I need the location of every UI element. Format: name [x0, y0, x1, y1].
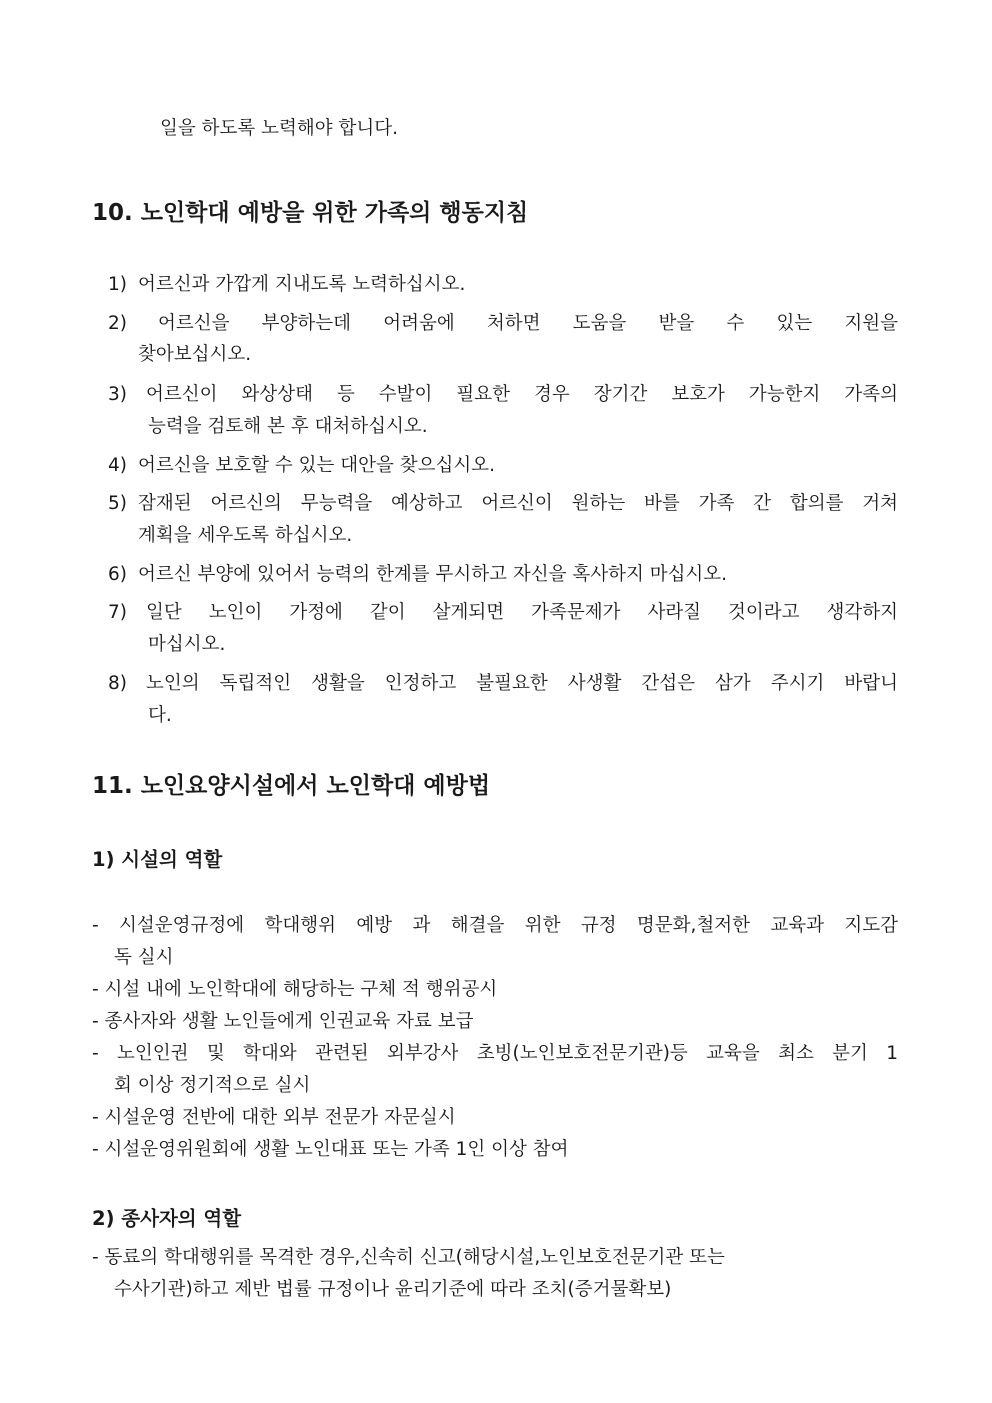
list-item-text: 어르신이 와상상태 등 수발이 필요한 경우 장기간 보호가 가능한지 가족의: [146, 384, 898, 405]
list-item-num: 7): [108, 602, 127, 623]
bullet-item: - 시설운영위원회에 생활 노인대표 또는 가족 1인 이상 참여: [92, 1139, 569, 1160]
list-item-num: 2): [108, 313, 127, 334]
list-item-text-cont: 찾아보십시오.: [138, 344, 252, 365]
bullet-item-cont: 독 실시: [114, 947, 174, 968]
list-item-text-cont: 능력을 검토해 본 후 대처하십시오.: [148, 416, 428, 437]
bullet-item: - 노인인권 및 학대와 관련된 외부강사 초빙(노인보호전문기관)등 교육을 최소 분기 1: [92, 1043, 898, 1064]
list-item-num: 6): [108, 564, 127, 585]
bullet-item: - 종사자와 생활 노인들에게 인권교육 자료 보급: [92, 1011, 474, 1032]
subsection-title: 1) 시설의 역할: [92, 848, 223, 871]
list-item-text: 어르신과 가깝게 지내도록 노력하십시오.: [138, 274, 466, 295]
list-item-text-cont: 다.: [148, 705, 172, 726]
list-item-num: 8): [108, 673, 127, 694]
list-item-text-cont: 마십시오.: [148, 634, 226, 655]
list-item-text: 노인의 독립적인 생활을 인정하고 불필요한 사생활 간섭은 삼가 주시기 바랍니: [146, 673, 898, 694]
intro-line: 일을 하도록 노력해야 합니다.: [160, 118, 398, 139]
list-item-num: 1): [108, 274, 127, 295]
list-item-text: 어르신을 부양하는데 어려움에 처하면 도움을 받을 수 있는 지원을: [158, 313, 898, 334]
bullet-item: - 시설 내에 노인학대에 해당하는 구체 적 행위공시: [92, 979, 498, 1000]
section-11-title: 11. 노인요양시설에서 노인학대 예방법: [92, 773, 491, 799]
list-item-text: 잠재된 어르신의 무능력을 예상하고 어르신이 원하는 바를 가족 간 합의를 거쳐: [138, 493, 898, 514]
list-item-num: 4): [108, 455, 127, 476]
subsection-title: 2) 종사자의 역할: [92, 1207, 242, 1230]
list-item-text: 어르신을 보호할 수 있는 대안을 찾으십시오.: [138, 455, 495, 476]
list-item-num: 5): [108, 493, 127, 514]
bullet-item-cont: 회 이상 정기적으로 실시: [114, 1075, 311, 1096]
bullet-item: - 시설운영 전반에 대한 외부 전문가 자문실시: [92, 1107, 456, 1128]
list-item-text-cont: 계획을 세우도록 하십시오.: [138, 525, 353, 546]
list-item-num: 3): [108, 384, 127, 405]
bullet-item-cont: 수사기관)하고 제반 법률 규정이나 윤리기준에 따라 조치(증거물확보): [114, 1279, 672, 1300]
section-10-title: 10. 노인학대 예방을 위한 가족의 행동지침: [92, 200, 529, 226]
list-item-text: 어르신 부양에 있어서 능력의 한계를 무시하고 자신을 혹사하지 마십시오.: [138, 564, 728, 585]
list-item-text: 일단 노인이 가정에 같이 살게되면 가족문제가 사라질 것이라고 생각하지: [146, 602, 898, 623]
bullet-item: - 동료의 학대행위를 목격한 경우,신속히 신고(해당시설,노인보호전문기관 또는: [92, 1247, 725, 1268]
bullet-item: - 시설운영규정에 학대행위 예방 과 해결을 위한 규정 명문화,철저한 교육과 지도감: [92, 915, 898, 936]
